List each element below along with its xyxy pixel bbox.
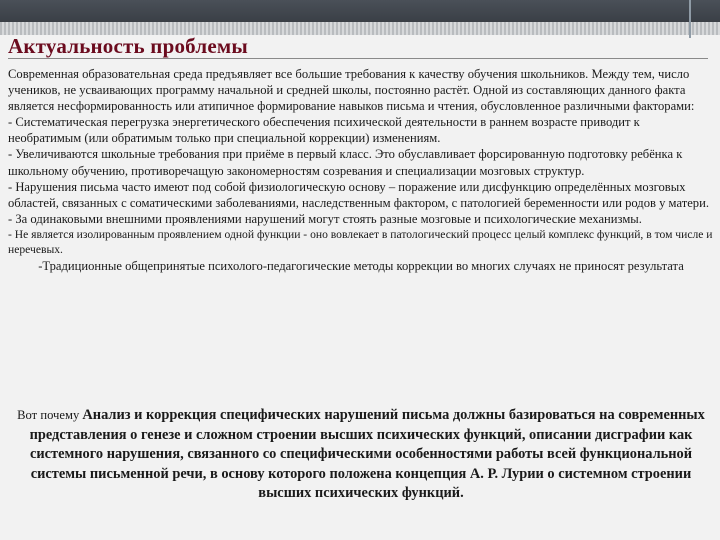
paragraph-mechanisms: - За одинаковыми внешними проявлениями нарушений могут стоять разные мозговые и психологические механизмы. <box>8 211 642 226</box>
conclusion-lead: Вот почему <box>17 408 83 422</box>
paragraph-school-requirements: - Увеличиваются школьные требования при приёме в первый класс. Это обуславливает форсированную подготовку ребёнка к школьному обучению, противоречащую закономерностям созревания и специализации мозговых структур. <box>8 147 683 178</box>
title-underline <box>8 58 708 59</box>
paragraph-traditional-methods: -Традиционные общепринятые психолого-педагогические методы коррекции во многих случаях не приносят результата <box>38 258 684 273</box>
paragraph-physiological-basis: - Нарушения письма часто имеют под собой физиологическую основу – поражение или дисфункцию определённых мозговых областей, связанных с соматическими заболеваниями, наследственным фактором, с патологией беременности или родов у матери. <box>8 179 709 210</box>
corner-decoration <box>680 0 700 22</box>
paragraph-not-isolated: - Не является изолированным проявлением одной функции - оно вовлекает в патологический процесс целый комплекс функций, в том числе и неречевых. <box>8 227 713 257</box>
paragraph-overload: - Систематическая перегрузка энергетического обеспечения психической деятельности в раннем возрасте приводит к необратимым (или обратимым только при специальной коррекции) изменениям. <box>8 115 640 146</box>
page-title: Актуальность проблемы <box>8 34 248 58</box>
top-band <box>0 0 720 22</box>
conclusion-bold: Анализ и коррекция специфических нарушений письма должны базироваться на современных представления о генезе и сложном строении высших психических функций, описании дисграфии как системного нарушения, связанного со специфическими особенностями работы всей функциональной системы письменной речи, в основу которого положена концепция А. Р. Лурии о системном строении высших психических функций. <box>29 407 705 501</box>
body-text <box>8 66 714 274</box>
conclusion <box>8 406 714 504</box>
paragraph-intro: Современная образовательная среда предъявляет все большие требования к качеству обучения школьников. Между тем, число учеников, не усваивающих программу начальной и средней школы, постоянно растёт. Одной из составляющих данного факта является несформированность или атипичное формирование навыков письма и чтения, обусловленное различными факторами: <box>8 67 695 114</box>
